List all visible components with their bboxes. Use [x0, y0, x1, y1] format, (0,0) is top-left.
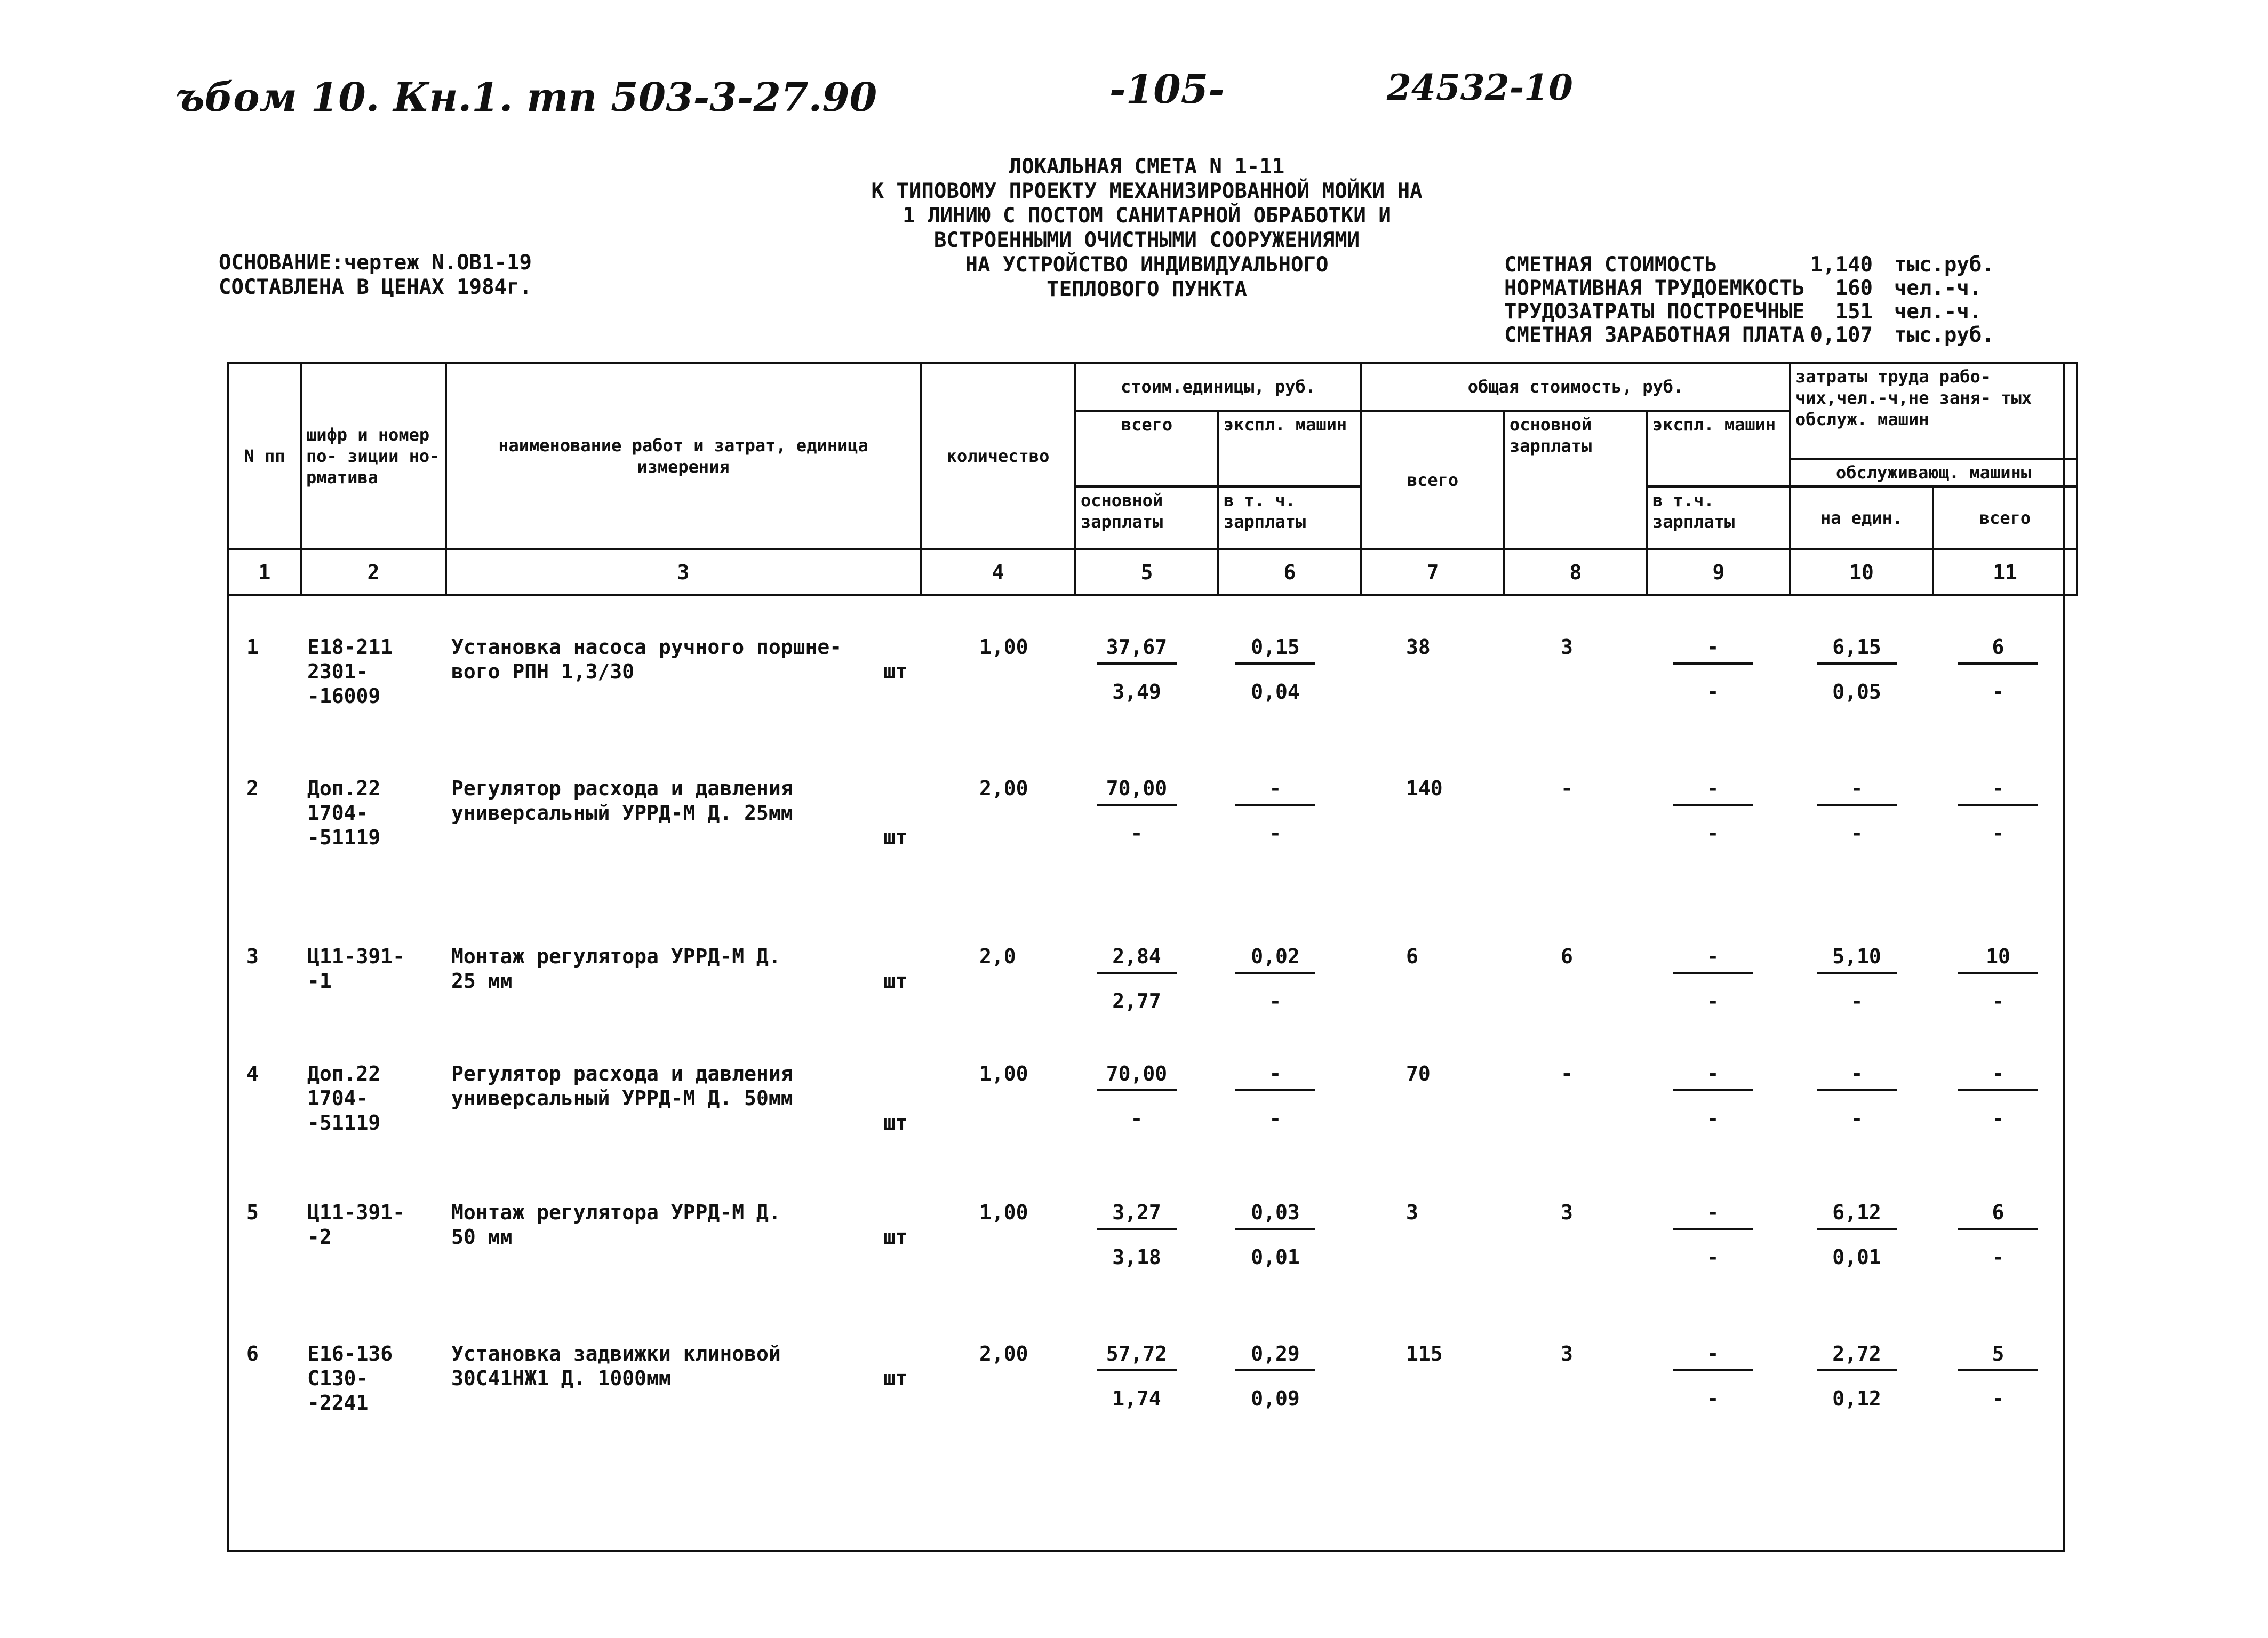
row-number: 1: [246, 635, 259, 659]
labor-total-fraction: [1958, 635, 2038, 704]
name-line: 30С41НЖ1 Д. 1000мм: [451, 1367, 671, 1390]
header-per-unit: на един.: [1790, 486, 1933, 549]
total-machines-salary: -: [1706, 821, 1719, 845]
row-number: 3: [246, 945, 259, 968]
labor-total: -: [1958, 776, 2038, 806]
row-quantity: 2,00: [979, 1342, 1028, 1365]
code-line: 1704-: [307, 801, 369, 825]
title-line: К ТИПОВОМУ ПРОЕКТУ МЕХАНИЗИРОВАННОЙ МОЙКИ НА: [871, 179, 1423, 203]
unit-cost-total: 3,27: [1097, 1200, 1177, 1230]
column-number: 6: [1218, 549, 1361, 595]
title-line: ТЕПЛОВОГО ПУНКТА: [1047, 277, 1247, 301]
labor-total: 10: [1958, 944, 2038, 974]
unit-cost-salary: -: [1130, 1107, 1143, 1130]
total-machines-fraction: [1673, 1200, 1753, 1269]
labor-total: 6: [1958, 1200, 2038, 1230]
total-machines-fraction: [1673, 776, 1753, 845]
summary-unit: чел.-ч.: [1894, 276, 1982, 300]
labor-total-fraction: [1958, 1341, 2038, 1411]
unit-cost-salary: 2,77: [1112, 989, 1161, 1013]
estimate-header-table: [227, 362, 2078, 596]
name-line: Монтаж регулятора УРРД-М Д.: [451, 945, 781, 968]
row-total-salary: -: [1561, 1062, 1573, 1085]
row-work-name: [451, 1200, 781, 1249]
total-machines-salary: -: [1706, 680, 1719, 704]
row-unit: шт: [883, 1367, 908, 1390]
header-total-incl-salary: в т.ч. зарплаты: [1647, 486, 1790, 549]
column-number: 1: [228, 549, 301, 595]
unit-cost-fraction: [1097, 776, 1177, 845]
machine-cost-fraction: [1235, 1341, 1315, 1411]
code-line: Е18-211: [307, 635, 393, 659]
header-total: всего: [1361, 411, 1504, 549]
labor-service-total: -: [1992, 1387, 2005, 1410]
machine-cost: 0,03: [1235, 1200, 1315, 1230]
labor-total-fraction: [1958, 1200, 2038, 1269]
handwritten-page-number: -105-: [1109, 67, 1225, 113]
unit-cost-total: 2,84: [1097, 944, 1177, 974]
total-machines: -: [1673, 1341, 1753, 1371]
row-work-name: [451, 1341, 781, 1391]
column-number: 2: [301, 549, 446, 595]
row-quantity: 1,00: [979, 635, 1028, 659]
row-number: 2: [246, 777, 259, 800]
machine-cost-fraction: [1235, 635, 1315, 704]
row-quantity: 1,00: [979, 1062, 1028, 1085]
table-row: [227, 776, 2065, 883]
row-total-cost: 140: [1406, 777, 1443, 800]
title-line: ЛОКАЛЬНАЯ СМЕТА N 1-11: [1009, 155, 1285, 179]
labor-service-per-unit: 0,01: [1832, 1245, 1881, 1269]
header-machine-service: обслуживающ. машины: [1790, 459, 2077, 486]
labor-total-fraction: [1958, 776, 2038, 845]
row-total-salary: 6: [1561, 945, 1573, 968]
summary-value: 1,140: [1810, 253, 1873, 277]
column-number: 8: [1504, 549, 1647, 595]
header-total-machines: экспл. машин: [1647, 411, 1790, 486]
handwritten-document-number: 24532-10: [1387, 67, 1573, 108]
labor-per-unit-fraction: [1817, 1061, 1897, 1131]
header-unit-total: всего: [1075, 411, 1218, 486]
machine-cost: -: [1235, 1061, 1315, 1091]
unit-cost-total: 70,00: [1097, 1061, 1177, 1091]
labor-per-unit: 2,72: [1817, 1341, 1897, 1371]
unit-cost-salary: -: [1130, 821, 1143, 845]
summary-row: [1504, 277, 2000, 300]
unit-cost-salary: 3,49: [1112, 680, 1161, 704]
code-line: Доп.22: [307, 777, 381, 800]
row-total-salary: 3: [1561, 1342, 1573, 1365]
machine-cost: 0,15: [1235, 635, 1315, 665]
code-line: Ц11-391-: [307, 945, 405, 968]
labor-total: 5: [1958, 1341, 2038, 1371]
row-total-salary: -: [1561, 777, 1573, 800]
labor-per-unit-fraction: [1817, 776, 1897, 845]
machine-salary: -: [1269, 1107, 1282, 1130]
header-code: шифр и номер по- зиции но- рматива: [301, 363, 446, 549]
total-machines: -: [1673, 1061, 1753, 1091]
table-row: [227, 1061, 2065, 1168]
summary-row: [1504, 253, 2000, 277]
row-total-salary: 3: [1561, 1201, 1573, 1224]
total-machines-salary: -: [1706, 1387, 1719, 1410]
labor-per-unit-fraction: [1817, 1200, 1897, 1269]
row-total-salary: 3: [1561, 635, 1573, 659]
column-number: 9: [1647, 549, 1790, 595]
summary-unit: тыс.руб.: [1894, 323, 1994, 347]
row-total-cost: 6: [1406, 945, 1418, 968]
row-unit: шт: [883, 660, 908, 683]
labor-service-per-unit: -: [1850, 989, 1863, 1013]
row-number: 4: [246, 1062, 259, 1085]
unit-cost-fraction: [1097, 1341, 1177, 1411]
name-line: универсальный УРРД-М Д. 50мм: [451, 1086, 793, 1110]
labor-service-per-unit: 0,12: [1832, 1387, 1881, 1410]
summary-table: [1504, 253, 2000, 347]
code-line: Е16-136: [307, 1342, 393, 1365]
row-work-name: [451, 1061, 793, 1110]
basis-drawing: ОСНОВАНИЕ:чертеж N.OB1-19: [219, 251, 532, 275]
labor-per-unit-fraction: [1817, 944, 1897, 1013]
labor-service-total: -: [1992, 680, 2005, 704]
header-work-name: наименование работ и затрат, единица измерения: [446, 363, 921, 549]
row-code: [307, 776, 380, 850]
row-code: [307, 1341, 393, 1415]
row-code: [307, 1061, 380, 1135]
summary-value: 160: [1835, 276, 1873, 300]
header-total-cost: общая стоимость, руб.: [1361, 363, 1790, 411]
labor-per-unit: -: [1817, 1061, 1897, 1091]
machine-cost: 0,02: [1235, 944, 1315, 974]
header-labor-total: всего: [1933, 486, 2077, 549]
column-number: 11: [1933, 549, 2077, 595]
row-total-cost: 70: [1406, 1062, 1431, 1085]
row-total-cost: 115: [1406, 1342, 1443, 1365]
code-line: Ц11-391-: [307, 1201, 405, 1224]
machine-cost-fraction: [1235, 944, 1315, 1013]
column-number: 4: [921, 549, 1075, 595]
row-number: 5: [246, 1201, 259, 1224]
name-line: вого РПН 1,3/30: [451, 660, 635, 683]
total-machines-fraction: [1673, 944, 1753, 1013]
table-row: [227, 1200, 2065, 1307]
title-line: ВСТРОЕННЫМИ ОЧИСТНЫМИ СООРУЖЕНИЯМИ: [933, 228, 1360, 252]
column-number: 5: [1075, 549, 1218, 595]
labor-service-total: -: [1992, 989, 2005, 1013]
machine-salary: 0,01: [1251, 1245, 1300, 1269]
labor-per-unit: 6,15: [1817, 635, 1897, 665]
unit-cost-fraction: [1097, 1200, 1177, 1269]
summary-row: [1504, 300, 2000, 324]
summary-label: СМЕТНАЯ СТОИМОСТЬ: [1504, 253, 1718, 277]
machine-salary: 0,04: [1251, 680, 1300, 704]
machine-salary: -: [1269, 989, 1282, 1013]
machine-cost-fraction: [1235, 1200, 1315, 1269]
labor-per-unit: 6,12: [1817, 1200, 1897, 1230]
labor-service-total: -: [1992, 821, 2005, 845]
labor-service-total: -: [1992, 1245, 2005, 1269]
row-unit: шт: [883, 969, 908, 993]
header-row-number: N пп: [228, 363, 301, 549]
row-code: [307, 1200, 405, 1249]
total-machines: -: [1673, 635, 1753, 665]
code-line: -1: [307, 969, 332, 993]
unit-cost-total: 37,67: [1097, 635, 1177, 665]
table-row: [227, 1341, 2065, 1448]
unit-cost-fraction: [1097, 944, 1177, 1013]
total-machines: -: [1673, 944, 1753, 974]
unit-cost-salary: 1,74: [1112, 1387, 1161, 1410]
labor-total-fraction: [1958, 944, 2038, 1013]
summary-unit: тыс.руб.: [1894, 253, 1994, 277]
summary-label: ТРУДОЗАТРАТЫ ПОСТРОЕЧНЫЕ: [1504, 300, 1805, 324]
code-line: Доп.22: [307, 1062, 381, 1085]
summary-label: СМЕТНАЯ ЗАРАБОТНАЯ ПЛАТА: [1504, 323, 1805, 347]
total-machines-salary: -: [1706, 989, 1719, 1013]
header-unit-machines: экспл. машин: [1218, 411, 1361, 486]
row-quantity: 2,0: [979, 945, 1016, 968]
header-unit-base-salary: основной зарплаты: [1075, 486, 1218, 549]
total-machines: -: [1673, 1200, 1753, 1230]
summary-label: НОРМАТИВНАЯ ТРУДОЕМКОСТЬ: [1504, 276, 1805, 300]
column-number: 7: [1361, 549, 1504, 595]
code-line: -2241: [307, 1391, 369, 1415]
table-row: [227, 944, 2065, 1051]
machine-cost-fraction: [1235, 776, 1315, 845]
header-total-base-salary: основной зарплаты: [1504, 411, 1647, 549]
row-work-name: [451, 635, 842, 684]
total-machines: -: [1673, 776, 1753, 806]
machine-cost: -: [1235, 776, 1315, 806]
summary-value: 0,107: [1810, 323, 1873, 347]
row-quantity: 2,00: [979, 777, 1028, 800]
header-unit-cost: стоим.единицы, руб.: [1075, 363, 1361, 411]
table-row: [227, 635, 2065, 741]
labor-per-unit: 5,10: [1817, 944, 1897, 974]
unit-cost-total: 57,72: [1097, 1341, 1177, 1371]
unit-cost-fraction: [1097, 635, 1177, 704]
total-machines-fraction: [1673, 1341, 1753, 1411]
basis-block: [219, 251, 532, 300]
code-line: -16009: [307, 684, 381, 708]
summary-value: 151: [1835, 300, 1873, 324]
column-number: 10: [1790, 549, 1933, 595]
header-unit-incl-salary: в т. ч. зарплаты: [1218, 486, 1361, 549]
labor-service-per-unit: -: [1850, 1107, 1863, 1130]
labor-service-total: -: [1992, 1107, 2005, 1130]
name-line: 50 мм: [451, 1225, 513, 1249]
title-line: 1 ЛИНИЮ С ПОСТОМ САНИТАРНОЙ ОБРАБОТКИ И: [903, 204, 1391, 228]
unit-cost-salary: 3,18: [1112, 1245, 1161, 1269]
code-line: -51119: [307, 1111, 381, 1134]
labor-service-per-unit: 0,05: [1832, 680, 1881, 704]
estimate-title: [800, 155, 1494, 302]
code-line: 1704-: [307, 1086, 369, 1110]
summary-unit: чел.-ч.: [1894, 300, 1982, 324]
row-unit: шт: [883, 1111, 908, 1134]
row-code: [307, 944, 405, 993]
name-line: универсальный УРРД-М Д. 25мм: [451, 801, 793, 825]
machine-cost-fraction: [1235, 1061, 1315, 1131]
row-work-name: [451, 776, 793, 825]
machine-salary: 0,09: [1251, 1387, 1300, 1410]
code-line: 2301-: [307, 660, 369, 683]
code-line: -51119: [307, 826, 381, 849]
row-number: 6: [246, 1342, 259, 1365]
title-line: НА УСТРОЙСТВО ИНДИВИДУАЛЬНОГО: [965, 253, 1329, 277]
total-machines-salary: -: [1706, 1245, 1719, 1269]
name-line: Регулятор расхода и давления: [451, 777, 793, 800]
code-line: -2: [307, 1225, 332, 1249]
row-unit: шт: [883, 826, 908, 849]
unit-cost-fraction: [1097, 1061, 1177, 1131]
name-line: Регулятор расхода и давления: [451, 1062, 793, 1085]
name-line: Монтаж регулятора УРРД-М Д.: [451, 1201, 781, 1224]
machine-salary: -: [1269, 821, 1282, 845]
name-line: Установка задвижки клиновой: [451, 1342, 781, 1365]
row-total-cost: 38: [1406, 635, 1431, 659]
row-work-name: [451, 944, 781, 993]
row-total-cost: 3: [1406, 1201, 1418, 1224]
total-machines-fraction: [1673, 1061, 1753, 1131]
labor-total: 6: [1958, 635, 2038, 665]
summary-row: [1504, 324, 2000, 347]
labor-service-per-unit: -: [1850, 821, 1863, 845]
total-machines-fraction: [1673, 635, 1753, 704]
row-code: [307, 635, 393, 708]
labor-per-unit-fraction: [1817, 1341, 1897, 1411]
basis-prices: СОСТАВЛЕНА В ЦЕНАХ 1984г.: [219, 275, 532, 299]
machine-cost: 0,29: [1235, 1341, 1315, 1371]
name-line: 25 мм: [451, 969, 513, 993]
unit-cost-total: 70,00: [1097, 776, 1177, 806]
name-line: Установка насоса ручного поршне-: [451, 635, 842, 659]
row-quantity: 1,00: [979, 1201, 1028, 1224]
code-line: С130-: [307, 1367, 369, 1390]
labor-per-unit: -: [1817, 776, 1897, 806]
row-unit: шт: [883, 1225, 908, 1249]
header-labor-costs: затраты труда рабо- чих,чел.-ч,не заня- тых обслуж. машин: [1790, 363, 2077, 459]
labor-total: -: [1958, 1061, 2038, 1091]
column-number: 3: [446, 549, 921, 595]
handwritten-album-reference: ъбом 10. Кн.1. тп 503-3-27.90: [176, 75, 877, 121]
labor-per-unit-fraction: [1817, 635, 1897, 704]
header-quantity: количество: [921, 363, 1075, 549]
total-machines-salary: -: [1706, 1107, 1719, 1130]
labor-total-fraction: [1958, 1061, 2038, 1131]
